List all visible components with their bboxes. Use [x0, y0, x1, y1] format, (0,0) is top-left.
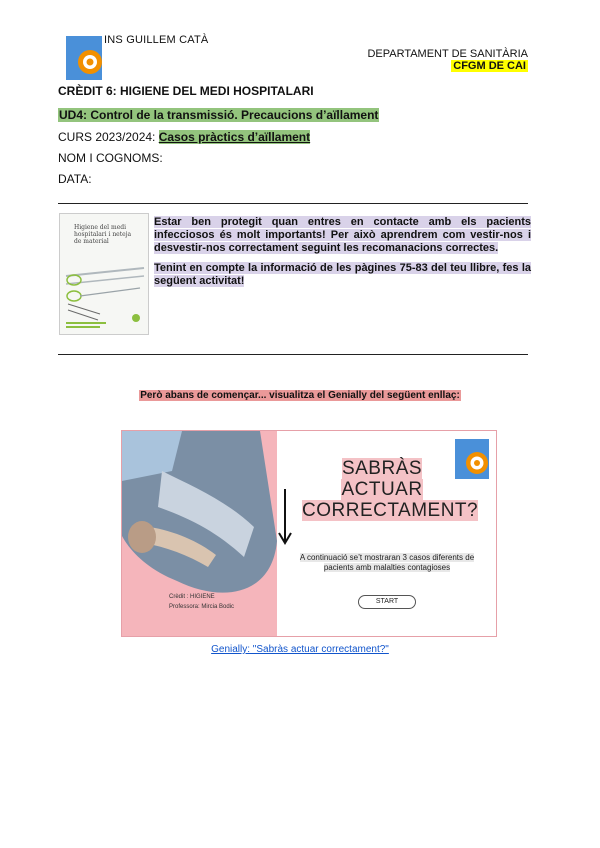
- course-line: [58, 130, 310, 144]
- school-name: INS GUILLEM CATÀ: [104, 34, 209, 46]
- course-cycle: CFGM DE CAI: [453, 60, 526, 72]
- genially-credits: [169, 592, 234, 612]
- divider-top: [58, 203, 528, 204]
- genially-preview[interactable]: [121, 430, 497, 637]
- intro-paragraph-2: Tenint en compte la informació de les pàgines 75-83 del teu llibre, fes la següent activitat!: [154, 262, 531, 287]
- credit-title: CRÈDIT 6: HIGIENE DEL MEDI HOSPITALARI: [58, 84, 314, 98]
- genially-description-text: A continuació se’t mostraran 3 casos diferents de pacients amb malalties contagioses: [299, 553, 475, 572]
- genially-description: [292, 553, 482, 573]
- school-logo-icon: [66, 36, 102, 80]
- name-field-label: NOM I COGNOMS:: [58, 151, 163, 165]
- genially-teacher-line: Professora: Mircia Bodic: [169, 604, 235, 610]
- genially-title-line-3: CORRECTAMENT?: [302, 500, 479, 521]
- intro-text: [154, 216, 531, 295]
- genially-credit-line: Crèdit : HIGIENE: [169, 594, 215, 600]
- genially-title-line-2: ACTUAR: [341, 479, 423, 500]
- genially-link[interactable]: Genially: "Sabràs actuar correctament?": [211, 644, 389, 655]
- divider-bottom: [58, 354, 528, 355]
- unit-title: UD4: Control de la transmissió. Precaucions d’aïllament: [59, 108, 379, 122]
- department-name: DEPARTAMENT DE SANITÀRIA: [367, 48, 528, 60]
- book-cover-title: Higiene del medi hospitalari i neteja de material: [74, 224, 132, 245]
- instruction-highlight: Però abans de començar... visualitza el Genially del següent enllaç:: [140, 390, 460, 401]
- arrow-down-icon: [278, 489, 292, 545]
- intro-paragraph-1: Estar ben protegit quan entres en contacte amb els pacients infecciosos és molt importants! Per això aprendrem com vestir-nos i desvestir-nos correctament seguint les recomanacions correctes.: [154, 216, 531, 254]
- genially-title: [302, 458, 479, 521]
- scissors-icon: [60, 214, 148, 334]
- instruction-text: [0, 390, 600, 401]
- course-label: CURS 2023/2024:: [58, 130, 159, 144]
- genially-title-line-1: SABRÀS: [341, 458, 423, 479]
- book-cover-image: [59, 213, 149, 335]
- date-field-label: DATA:: [58, 172, 92, 186]
- course-title: Casos pràctics d’aïllament: [158, 130, 311, 144]
- start-button[interactable]: START: [358, 595, 416, 609]
